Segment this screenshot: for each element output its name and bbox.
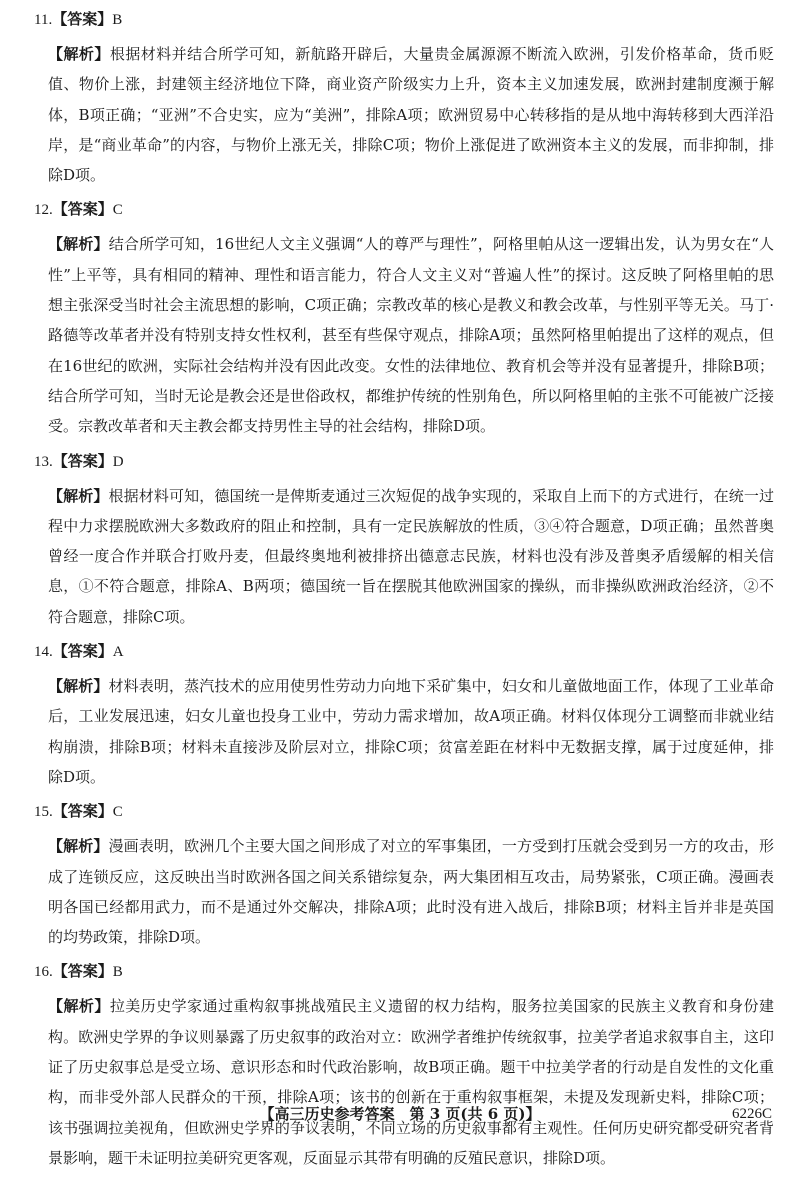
answer-line: [34, 449, 774, 475]
analysis-label: 【解析】: [48, 677, 109, 696]
analysis-paragraph: [48, 229, 774, 441]
analysis-text: 材料表明，蒸汽技术的应用使男性劳动力向地下采矿集中，妇女和儿童做地面工作，体现了工业革命后，工业发展迅速，妇女儿童也投身工业中，劳动力需求增加，故A项正确。材料仅体现分工调整而非就业结构崩溃，排除B项；材料未直接涉及阶层对立，排除C项；贫富差距在材料中无数据支撑，属于过度延伸，排除D项。: [48, 677, 774, 786]
answer-value: D: [112, 453, 124, 470]
answer-value: A: [112, 644, 124, 661]
question-16: [34, 959, 774, 1173]
question-11: [34, 7, 774, 190]
answer-value: C: [112, 804, 123, 821]
question-number: 15.: [34, 804, 53, 821]
analysis-paragraph: [48, 671, 774, 792]
answer-value: C: [112, 202, 123, 219]
analysis-label: 【解析】: [48, 486, 109, 505]
answer-line: [34, 639, 774, 665]
question-number: 12.: [34, 202, 53, 219]
answer-label: 【答案】: [52, 451, 113, 470]
question-number: 16.: [34, 964, 53, 981]
analysis-label: 【解析】: [48, 837, 109, 856]
answer-label: 【答案】: [52, 200, 113, 219]
answer-label: 【答案】: [52, 10, 113, 28]
analysis-label: 【解析】: [48, 235, 109, 254]
analysis-text: 结合所学可知，16世纪人文主义强调“人的尊严与理性”，阿格里帕从这一逻辑出发，认为男女在“人性”上平等，具有相同的精神、理性和语言能力，符合人文主义对“普遍人性”的探讨。这反映了阿格里帕的思想主张深受当时社会主流思想的影响，C项正确；宗教改革的核心是教义和教会改革，与性别平等无关。马丁·路德等改革者并没有特别支持女性权利，甚至有些保守观点，排除A项；虽然阿格里帕提出了这样的观点，但在16世纪的欧洲，实际社会结构并没有因此改变。女性的法律地位、教育机会等并没有显著提升，排除B项；结合所学可知，当时无论是教会还是世俗政权，都维护传统的性别角色，所以阿格里帕的主张不可能被广泛接受。宗教改革者和天主教会都支持男性主导的社会结构，排除D项。: [48, 235, 774, 436]
analysis-label: 【解析】: [48, 997, 110, 1016]
analysis-text: 根据材料可知，德国统一是俾斯麦通过三次短促的战争实现的，采取自上而下的方式进行，在统一过程中力求摆脱欧洲大多数政府的阻止和控制，具有一定民族解放的性质，③④符合题意，D项正确；虽然普奥曾经一度合作并联合打败丹麦，但最终奥地利被排挤出德意志民族，材料也没有涉及普奥矛盾缓解的相关信息，①不符合题意，排除A、B两项；德国统一旨在摆脱其他欧洲国家的操纵，而非操纵欧洲政治经济，②不符合题意，排除C项。: [48, 486, 774, 626]
answer-value: B: [112, 12, 123, 28]
question-number: 14.: [34, 644, 53, 661]
question-14: [34, 639, 774, 792]
document-code: 6226C: [731, 1106, 772, 1122]
question-12: [34, 197, 774, 441]
analysis-label: 【解析】: [48, 45, 110, 63]
analysis-text: 根据材料并结合所学可知，新航路开辟后，大量贵金属源源不断流入欧洲，引发价格革命，货币贬值、物价上涨，封建领主经济地位下降，商业资产阶级实力上升，资本主义加速发展，欧洲封建制度濒于解体，B项正确；“亚洲”不合史实，应为“美洲”，排除A项；欧洲贸易中心转移指的是从地中海转移到大西洋沿岸，是“商业革命”的内容，与物价上涨无关，排除C项；物价上涨促进了欧洲资本主义的发展，而非抑制，排除D项。: [48, 45, 774, 185]
answer-label: 【答案】: [52, 802, 113, 821]
analysis-paragraph: [48, 991, 774, 1173]
question-15: [34, 799, 774, 952]
answer-line: [34, 197, 774, 223]
analysis-paragraph: [48, 39, 774, 190]
question-number: 13.: [34, 453, 53, 470]
analysis-text: 拉美历史学家通过重构叙事挑战殖民主义遗留的权力结构，服务拉美国家的民族主义教育和身份建构。欧洲史学界的争议则暴露了历史叙事的政治对立：欧洲学者维护传统叙事，拉美学者追求叙事自主，这印证了历史叙事总是受立场、意识形态和时代政治影响，故B项正确。题干中拉美学者的行动是自发性的文化重构，而非受外部人民群众的干预，排除A项；该书的创新在于重构叙事框架，未提及发现新史料，排除C项；该书强调拉美视角，但欧洲史学界的争议表明，不同立场的历史叙事都有主观性。任何历史研究都受研究者背景影响，题干未证明拉美研究更客观，反面显示其带有明确的反殖民意识，排除D项。: [48, 997, 774, 1167]
question-13: [34, 449, 774, 632]
answer-list: [34, 7, 774, 1180]
answer-line: [34, 7, 774, 33]
answer-value: B: [112, 964, 123, 981]
footer-title: 【高三历史参考答案 第 3 页(共 6 页)】: [259, 1105, 541, 1123]
answer-line: [34, 959, 774, 985]
analysis-paragraph: [48, 481, 774, 632]
answer-line: [34, 799, 774, 825]
analysis-text: 漫画表明，欧洲几个主要大国之间形成了对立的军事集团，一方受到打压就会受到另一方的攻击，形成了连锁反应，这反映出当时欧洲各国之间关系错综复杂，两大集团相互攻击，局势紧张，C项正确。漫画表明各国已经都用武力，而不是通过外交解决，排除A项；此时没有进入战后，排除B项；材料主旨并非是英国的均势政策，排除D项。: [48, 837, 774, 947]
page-footer: [0, 1101, 800, 1127]
question-number: 11.: [34, 12, 53, 28]
answer-label: 【答案】: [52, 962, 113, 981]
analysis-paragraph: [48, 831, 774, 952]
answer-label: 【答案】: [52, 642, 113, 661]
